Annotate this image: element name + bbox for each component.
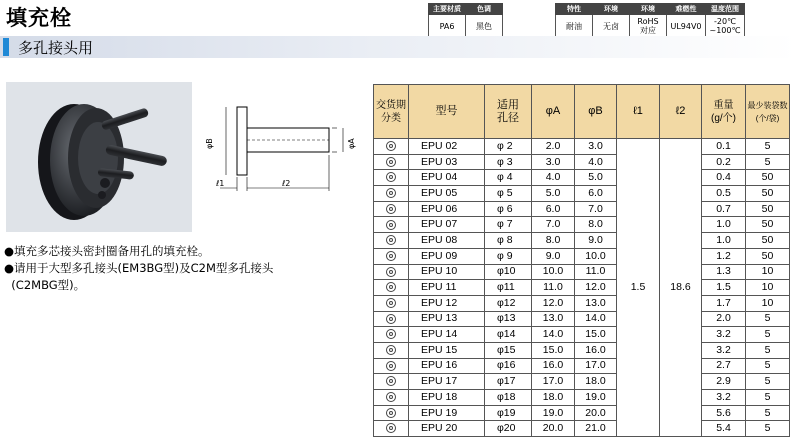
double-circle-icon xyxy=(386,345,396,355)
phi-b-cell: 11.0 xyxy=(575,264,617,280)
hole-cell: φ17 xyxy=(485,374,532,390)
spec-label: 特性 xyxy=(556,4,593,15)
hole-cell: φ11 xyxy=(485,280,532,296)
model-cell: EPU 07 xyxy=(409,217,485,233)
phi-a-cell: 5.0 xyxy=(532,186,575,202)
phi-b-cell: 3.0 xyxy=(575,139,617,155)
table-row xyxy=(374,248,790,264)
phi-b-cell: 13.0 xyxy=(575,295,617,311)
spec-table xyxy=(428,3,503,38)
phi-a-cell: 15.0 xyxy=(532,342,575,358)
phi-b-cell: 5.0 xyxy=(575,170,617,186)
delivery-class-cell xyxy=(374,154,409,170)
spec-value: UL94V0 xyxy=(667,15,706,38)
qty-cell: 50 xyxy=(746,217,790,233)
column-header: ℓ1 xyxy=(617,85,660,139)
model-cell: EPU 05 xyxy=(409,186,485,202)
column-header: 适用 孔径 xyxy=(485,85,532,139)
table-row xyxy=(374,327,790,343)
weight-cell: 1.7 xyxy=(702,295,746,311)
weight-cell: 1.0 xyxy=(702,217,746,233)
phi-b-cell: 6.0 xyxy=(575,186,617,202)
phi-b-cell: 20.0 xyxy=(575,405,617,421)
double-circle-icon xyxy=(386,376,396,386)
double-circle-icon xyxy=(386,423,396,433)
double-circle-icon xyxy=(386,361,396,371)
phi-a-cell: 17.0 xyxy=(532,374,575,390)
description xyxy=(4,243,273,294)
double-circle-icon xyxy=(386,204,396,214)
qty-cell: 50 xyxy=(746,248,790,264)
phi-b-cell: 10.0 xyxy=(575,248,617,264)
column-header: 重量 (g/个) xyxy=(702,85,746,139)
description-line-2: ●请用于大型多孔接头(EM3BG型)及C2M型多孔接头 xyxy=(4,261,274,275)
qty-cell: 5 xyxy=(746,421,790,437)
double-circle-icon xyxy=(386,157,396,167)
weight-cell: 3.2 xyxy=(702,342,746,358)
weight-cell: 1.5 xyxy=(702,280,746,296)
delivery-class-cell xyxy=(374,374,409,390)
column-header: 型号 xyxy=(409,85,485,139)
delivery-class-cell xyxy=(374,280,409,296)
phi-a-cell: 4.0 xyxy=(532,170,575,186)
qty-cell: 50 xyxy=(746,170,790,186)
phi-a-cell: 18.0 xyxy=(532,390,575,406)
table-row xyxy=(374,311,790,327)
double-circle-icon xyxy=(386,408,396,418)
hole-cell: φ 8 xyxy=(485,233,532,249)
double-circle-icon xyxy=(386,188,396,198)
qty-cell: 5 xyxy=(746,311,790,327)
hole-cell: φ 3 xyxy=(485,154,532,170)
phi-a-cell: 6.0 xyxy=(532,201,575,217)
model-cell: EPU 12 xyxy=(409,295,485,311)
phi-b-cell: 4.0 xyxy=(575,154,617,170)
model-cell: EPU 08 xyxy=(409,233,485,249)
product-table xyxy=(373,84,790,437)
model-cell: EPU 13 xyxy=(409,311,485,327)
phi-b-cell: 16.0 xyxy=(575,342,617,358)
column-header: 交货期 分类 xyxy=(374,85,409,139)
hole-cell: φ20 xyxy=(485,421,532,437)
phi-a-cell: 9.0 xyxy=(532,248,575,264)
hole-cell: φ13 xyxy=(485,311,532,327)
delivery-class-cell xyxy=(374,358,409,374)
weight-cell: 0.7 xyxy=(702,201,746,217)
phi-b-cell: 12.0 xyxy=(575,280,617,296)
double-circle-icon xyxy=(386,267,396,277)
delivery-class-cell xyxy=(374,248,409,264)
weight-cell: 1.2 xyxy=(702,248,746,264)
weight-cell: 2.7 xyxy=(702,358,746,374)
column-header: 最少装袋数 (个/袋) xyxy=(746,85,790,139)
label-l1: ℓ1 xyxy=(216,179,225,188)
table-row xyxy=(374,358,790,374)
phi-b-cell: 9.0 xyxy=(575,233,617,249)
table-row xyxy=(374,390,790,406)
delivery-class-cell xyxy=(374,342,409,358)
weight-cell: 3.2 xyxy=(702,327,746,343)
column-header: φB xyxy=(575,85,617,139)
hole-cell: φ 2 xyxy=(485,139,532,155)
double-circle-icon xyxy=(386,235,396,245)
weight-cell: 1.3 xyxy=(702,264,746,280)
weight-cell: 0.4 xyxy=(702,170,746,186)
phi-a-cell: 16.0 xyxy=(532,358,575,374)
double-circle-icon xyxy=(386,329,396,339)
product-photo xyxy=(6,82,192,232)
spec-value: 无卤 xyxy=(593,15,630,38)
table-row xyxy=(374,405,790,421)
table-row xyxy=(374,139,790,155)
phi-b-cell: 17.0 xyxy=(575,358,617,374)
qty-cell: 5 xyxy=(746,139,790,155)
phi-b-cell: 18.0 xyxy=(575,374,617,390)
qty-cell: 10 xyxy=(746,280,790,296)
qty-cell: 5 xyxy=(746,327,790,343)
hole-cell: φ 6 xyxy=(485,201,532,217)
l2-cell: 18.6 xyxy=(660,139,702,437)
section-subtitle: 多孔接头用 xyxy=(18,39,94,57)
table-row xyxy=(374,374,790,390)
double-circle-icon xyxy=(386,392,396,402)
phi-b-cell: 14.0 xyxy=(575,311,617,327)
table-row xyxy=(374,170,790,186)
qty-cell: 5 xyxy=(746,154,790,170)
qty-cell: 50 xyxy=(746,186,790,202)
hole-cell: φ12 xyxy=(485,295,532,311)
delivery-class-cell xyxy=(374,311,409,327)
table-row xyxy=(374,264,790,280)
delivery-class-cell xyxy=(374,405,409,421)
weight-cell: 5.6 xyxy=(702,405,746,421)
double-circle-icon xyxy=(386,314,396,324)
table-row xyxy=(374,280,790,296)
weight-cell: 0.5 xyxy=(702,186,746,202)
delivery-class-cell xyxy=(374,421,409,437)
table-row xyxy=(374,154,790,170)
phi-b-cell: 7.0 xyxy=(575,201,617,217)
label-phi-b: φB xyxy=(205,138,214,149)
hole-cell: φ14 xyxy=(485,327,532,343)
qty-cell: 5 xyxy=(746,374,790,390)
qty-cell: 10 xyxy=(746,264,790,280)
column-header: φA xyxy=(532,85,575,139)
hole-cell: φ19 xyxy=(485,405,532,421)
hole-cell: φ16 xyxy=(485,358,532,374)
spec-label: 色调 xyxy=(466,4,503,15)
table-row xyxy=(374,233,790,249)
hole-cell: φ 9 xyxy=(485,248,532,264)
model-cell: EPU 19 xyxy=(409,405,485,421)
spec-value: -20℃ ~100℃ xyxy=(706,15,745,38)
table-row xyxy=(374,421,790,437)
phi-b-cell: 21.0 xyxy=(575,421,617,437)
spec-value: 耐油 xyxy=(556,15,593,38)
spec-label: 温度范围 xyxy=(706,4,745,15)
weight-cell: 3.2 xyxy=(702,390,746,406)
section-banner xyxy=(0,36,797,58)
model-cell: EPU 04 xyxy=(409,170,485,186)
table-row xyxy=(374,186,790,202)
weight-cell: 2.0 xyxy=(702,311,746,327)
model-cell: EPU 18 xyxy=(409,390,485,406)
weight-cell: 2.9 xyxy=(702,374,746,390)
table-row xyxy=(374,201,790,217)
double-circle-icon xyxy=(386,220,396,230)
model-cell: EPU 14 xyxy=(409,327,485,343)
spec-label: 主要材质 xyxy=(429,4,466,15)
hole-cell: φ10 xyxy=(485,264,532,280)
model-cell: EPU 09 xyxy=(409,248,485,264)
table-row xyxy=(374,295,790,311)
model-cell: EPU 02 xyxy=(409,139,485,155)
spec-value: 黑色 xyxy=(466,15,503,38)
accent-bar xyxy=(3,38,9,56)
weight-cell: 0.1 xyxy=(702,139,746,155)
phi-a-cell: 14.0 xyxy=(532,327,575,343)
phi-a-cell: 11.0 xyxy=(532,280,575,296)
qty-cell: 10 xyxy=(746,295,790,311)
dimension-drawing xyxy=(200,95,362,215)
phi-a-cell: 10.0 xyxy=(532,264,575,280)
page-title: 填充栓 xyxy=(6,6,72,30)
delivery-class-cell xyxy=(374,390,409,406)
phi-a-cell: 7.0 xyxy=(532,217,575,233)
delivery-class-cell xyxy=(374,233,409,249)
model-cell: EPU 16 xyxy=(409,358,485,374)
spec-label: 环境 xyxy=(630,4,667,15)
phi-b-cell: 19.0 xyxy=(575,390,617,406)
description-line-3: (C2MBG型)。 xyxy=(4,278,86,292)
phi-b-cell: 8.0 xyxy=(575,217,617,233)
spec-table-2 xyxy=(555,3,745,38)
label-l2: ℓ2 xyxy=(282,179,291,188)
model-cell: EPU 10 xyxy=(409,264,485,280)
qty-cell: 50 xyxy=(746,233,790,249)
l1-cell: 1.5 xyxy=(617,139,660,437)
delivery-class-cell xyxy=(374,139,409,155)
hole-cell: φ 7 xyxy=(485,217,532,233)
double-circle-icon xyxy=(386,298,396,308)
hole-cell: φ 4 xyxy=(485,170,532,186)
double-circle-icon xyxy=(386,282,396,292)
weight-cell: 5.4 xyxy=(702,421,746,437)
phi-a-cell: 20.0 xyxy=(532,421,575,437)
table-row xyxy=(374,342,790,358)
hole-cell: φ 5 xyxy=(485,186,532,202)
weight-cell: 0.2 xyxy=(702,154,746,170)
delivery-class-cell xyxy=(374,170,409,186)
qty-cell: 50 xyxy=(746,201,790,217)
double-circle-icon xyxy=(386,141,396,151)
qty-cell: 5 xyxy=(746,358,790,374)
qty-cell: 5 xyxy=(746,390,790,406)
spec-label: 难燃性 xyxy=(667,4,706,15)
spec-value: RoHS 对应 xyxy=(630,15,667,38)
phi-a-cell: 3.0 xyxy=(532,154,575,170)
phi-a-cell: 12.0 xyxy=(532,295,575,311)
label-phi-a: φA xyxy=(347,138,356,149)
column-header: ℓ2 xyxy=(660,85,702,139)
weight-cell: 1.0 xyxy=(702,233,746,249)
phi-a-cell: 2.0 xyxy=(532,139,575,155)
delivery-class-cell xyxy=(374,201,409,217)
delivery-class-cell xyxy=(374,217,409,233)
spec-value: PA6 xyxy=(429,15,466,38)
phi-a-cell: 19.0 xyxy=(532,405,575,421)
model-cell: EPU 15 xyxy=(409,342,485,358)
delivery-class-cell xyxy=(374,327,409,343)
model-cell: EPU 03 xyxy=(409,154,485,170)
phi-a-cell: 13.0 xyxy=(532,311,575,327)
qty-cell: 5 xyxy=(746,342,790,358)
phi-a-cell: 8.0 xyxy=(532,233,575,249)
hole-cell: φ18 xyxy=(485,390,532,406)
model-cell: EPU 17 xyxy=(409,374,485,390)
delivery-class-cell xyxy=(374,295,409,311)
delivery-class-cell xyxy=(374,264,409,280)
description-line-1: ●填充多芯接头密封圈备用孔的填充栓。 xyxy=(4,244,210,258)
model-cell: EPU 20 xyxy=(409,421,485,437)
hole-cell: φ15 xyxy=(485,342,532,358)
qty-cell: 5 xyxy=(746,405,790,421)
model-cell: EPU 11 xyxy=(409,280,485,296)
double-circle-icon xyxy=(386,172,396,182)
spec-label: 环境 xyxy=(593,4,630,15)
phi-b-cell: 15.0 xyxy=(575,327,617,343)
double-circle-icon xyxy=(386,251,396,261)
model-cell: EPU 06 xyxy=(409,201,485,217)
delivery-class-cell xyxy=(374,186,409,202)
table-row xyxy=(374,217,790,233)
